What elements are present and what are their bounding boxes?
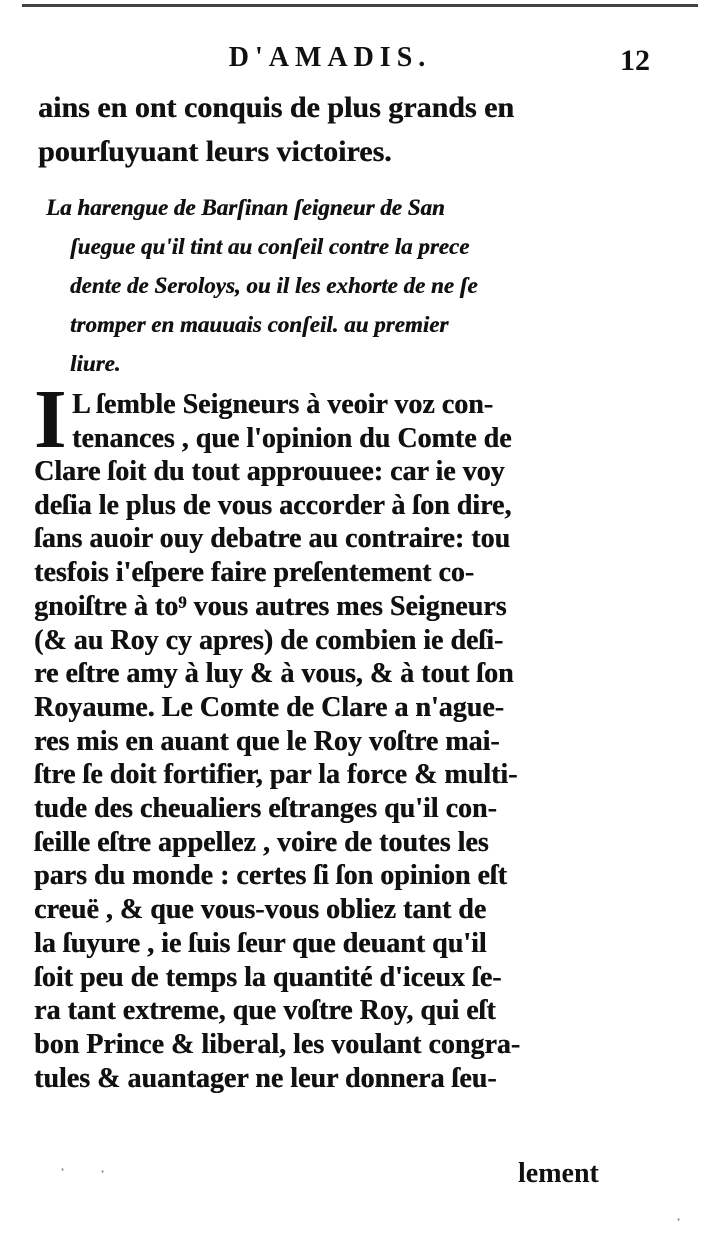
catchword: lement — [518, 1158, 599, 1189]
text-line: Royaume. Le Comte de Clare a n'ague- — [34, 691, 504, 723]
print-speck: · — [60, 1160, 66, 1179]
heading-line: ſuegue qu'il tint au conſeil contre la prece — [70, 234, 470, 259]
top-rule — [22, 4, 698, 7]
heading-line: La harengue de Barſinan ſeigneur de San — [46, 195, 445, 220]
text-line: tude des cheualiers eſtranges qu'il con- — [34, 793, 497, 825]
heading-line: dente de Seroloys, ou il les exhorte de ne ſe — [70, 273, 478, 298]
print-speck: · — [676, 1210, 682, 1229]
text-line: ains en ont conquis de plus grands en — [38, 91, 514, 124]
running-head: D'AMADIS. — [228, 42, 432, 73]
body-opening-lines — [72, 388, 632, 455]
page-number: 12 — [620, 44, 650, 77]
text-line: tules & auantager ne leur donnera ſeu- — [34, 1062, 497, 1094]
text-line: bon Prince & liberal, les voulant congra- — [34, 1028, 521, 1060]
text-line: L ſemble Seigneurs à veoir voz con- — [72, 389, 493, 420]
print-speck: · — [100, 1162, 106, 1181]
text-line: Clare ſoit du tout approuuee: car ie voy — [34, 456, 505, 487]
heading-line: tromper en mauuais conſeil. au premier — [70, 312, 449, 337]
text-line: tesfois i'eſpere faire preſentement co- — [34, 557, 475, 589]
text-line: ſeille eſtre appellez , voire de toutes les — [34, 826, 489, 858]
opening-paragraph — [38, 86, 638, 174]
text-line: la ſuyure , ie ſuis ſeur que deuant qu'il — [34, 927, 487, 959]
text-line: pars du monde : certes ſi ſon opinion eſt — [34, 860, 507, 892]
text-line: gnoiſtre à to⁹ vous autres mes Seigneurs — [34, 590, 507, 622]
drop-initial: I — [34, 373, 67, 466]
chapter-heading — [46, 188, 636, 383]
text-line: res mis en auant que le Roy voſtre mai- — [34, 725, 500, 757]
text-line: pourſuyuant leurs victoires. — [38, 135, 392, 168]
text-line: re eſtre amy à luy & à vous, & à tout ſon — [34, 658, 514, 690]
heading-line: liure. — [70, 351, 121, 376]
text-line: ſtre ſe doit fortifier, par la force & multi- — [34, 759, 518, 791]
body-paragraph — [34, 455, 634, 1095]
text-line: ſans auoir ouy debatre au contraire: tou — [34, 523, 511, 555]
text-line: (& au Roy cy apres) de combien ie deſi- — [34, 624, 504, 656]
text-line: ra tant extreme, que voſtre Roy, qui eſt — [34, 995, 496, 1027]
text-line: ſoit peu de temps la quantité d'iceux ſe- — [34, 961, 502, 993]
text-line: tenances , que l'opinion du Comte de — [72, 422, 512, 454]
text-line: deſia le plus de vous accorder à ſon dire, — [34, 489, 512, 521]
text-line: creuë , & que vous-vous obliez tant de — [34, 894, 487, 926]
